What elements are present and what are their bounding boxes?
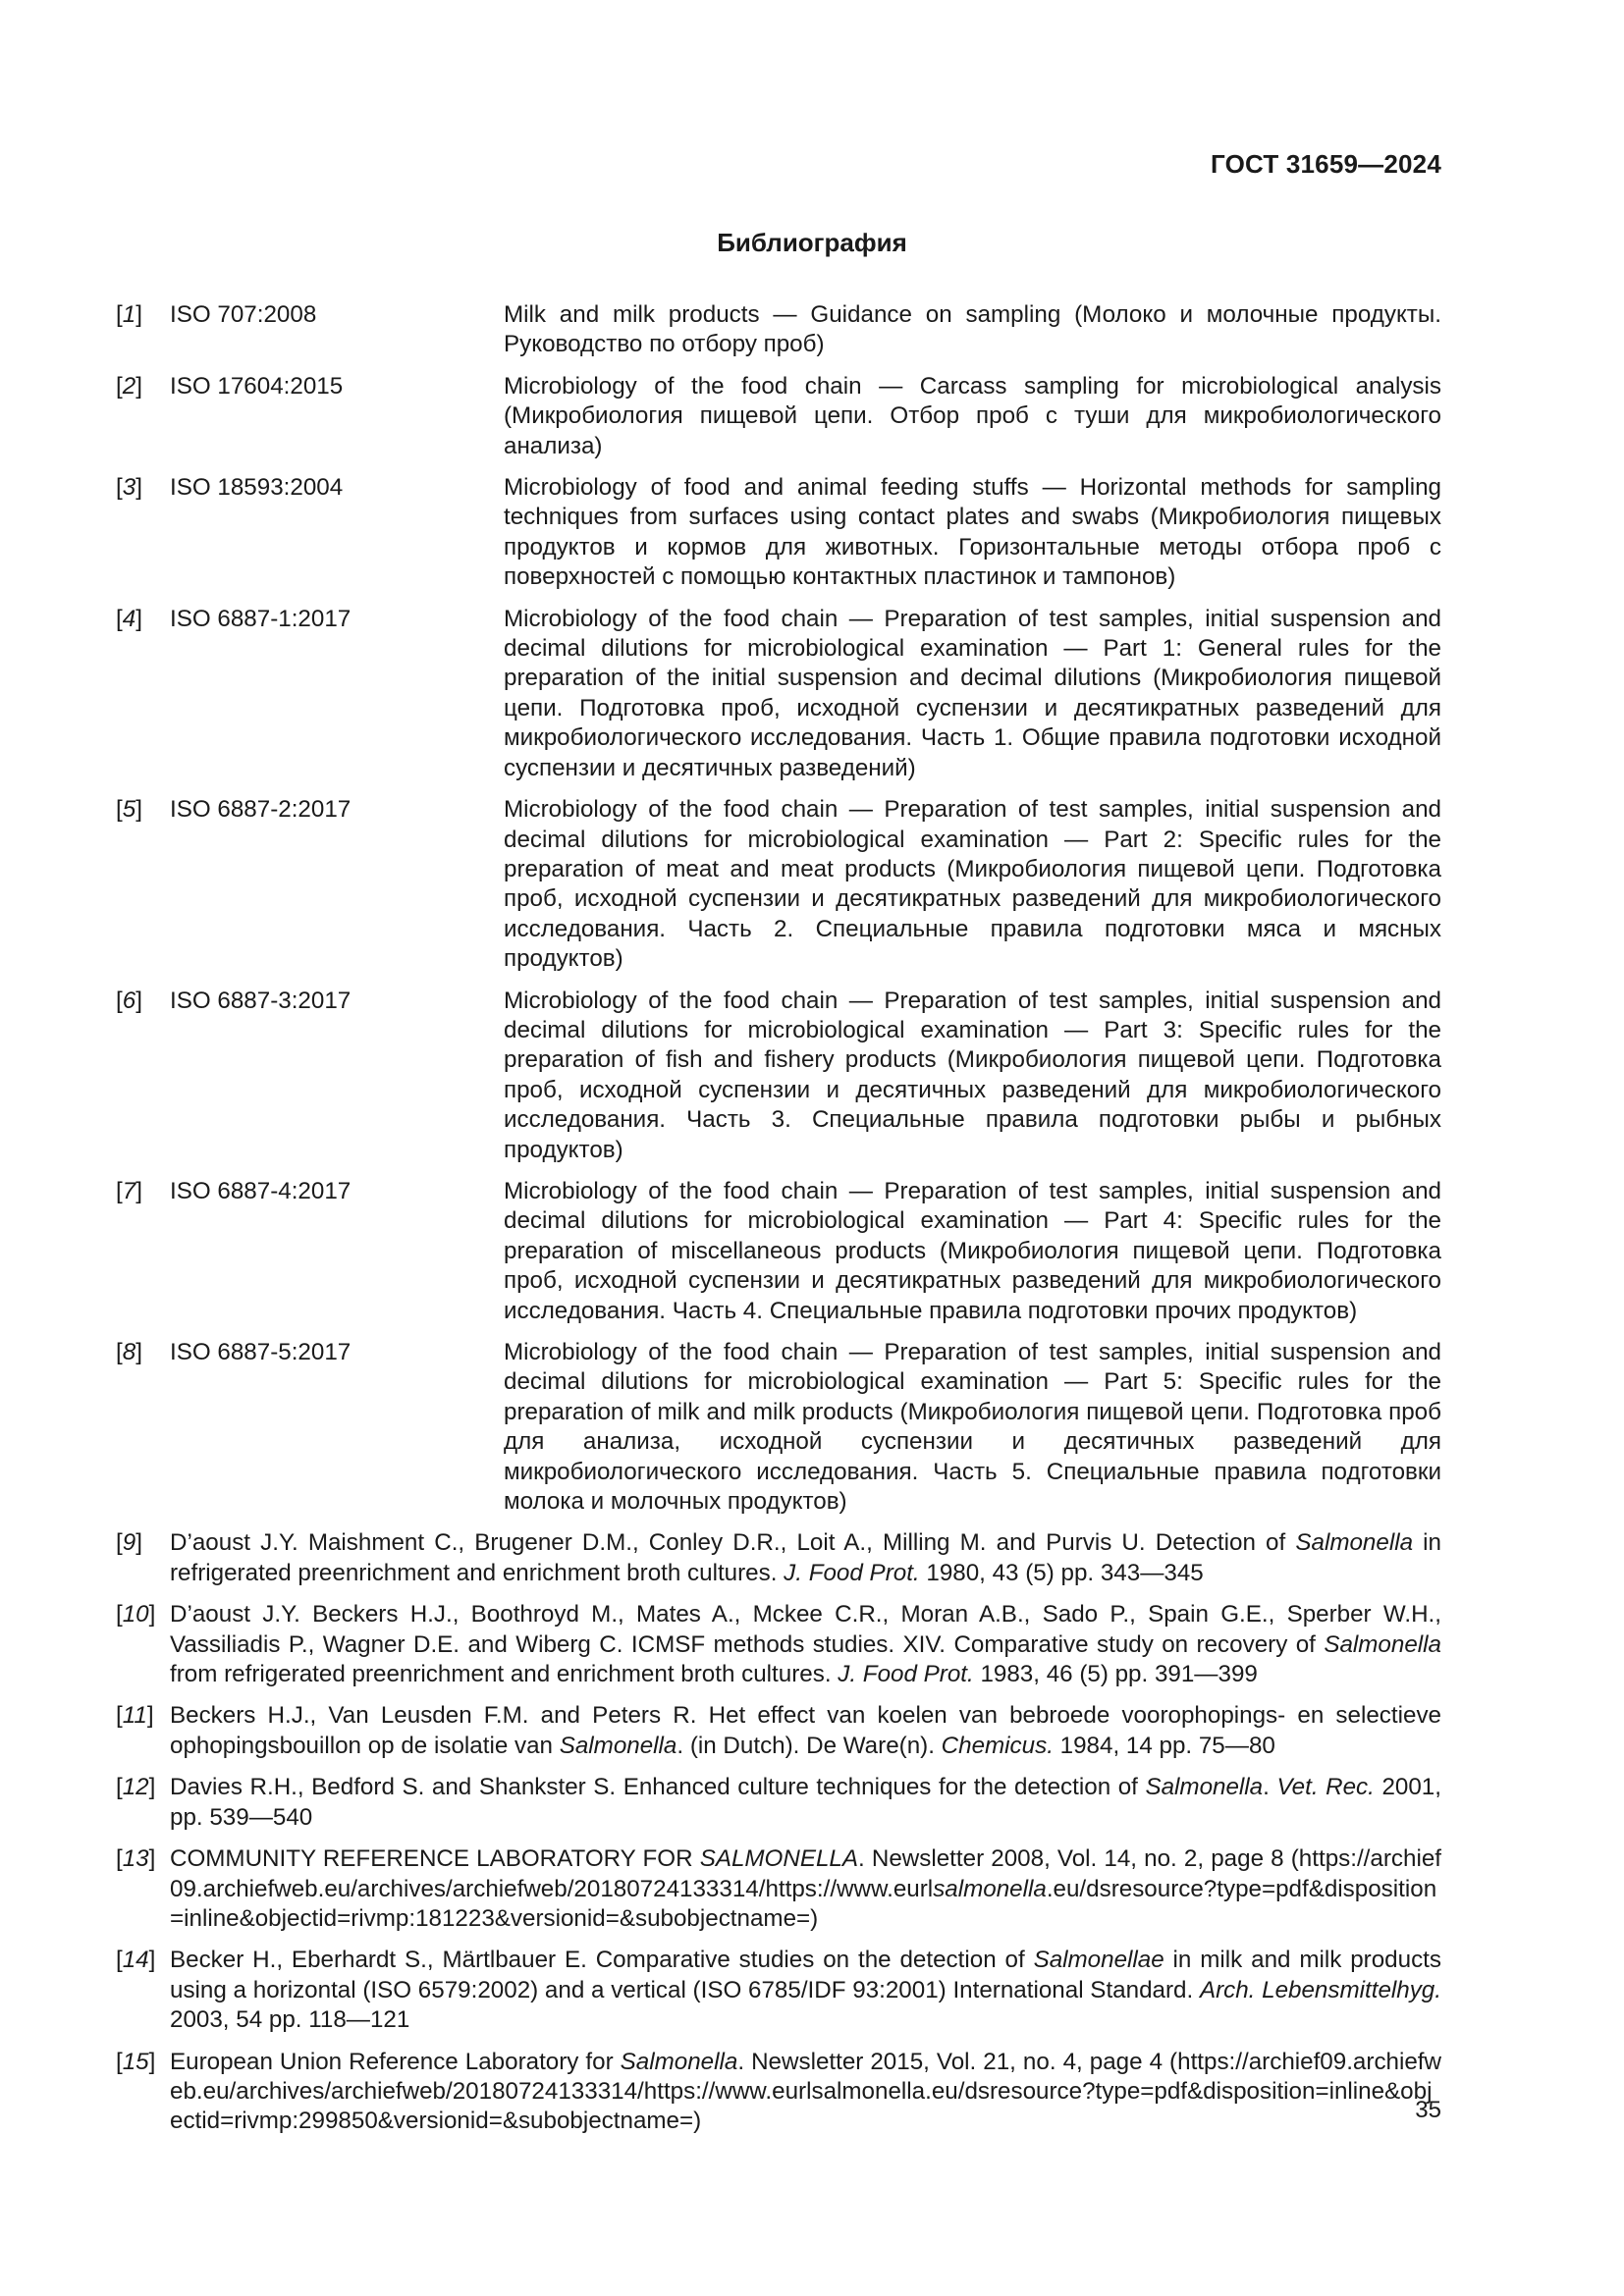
standard-code: ISO 6887-5:2017 <box>170 1339 352 1365</box>
standard-description: Microbiology of the food chain — Preparation of test samples, initial suspension and decimal dilutions for microbiological examination — Part 1: General rules for the preparation of the initial suspension and decimal dilutions (Микробиология пищевой цепи. Подготовка проб, исходной суспензии и десятикратных разведений для микробиологического исследования. Часть 1. Общие правила подготовки исходной суспензии и десятичных разведений) <box>504 605 1441 781</box>
reference-number: [14] <box>116 1947 156 1974</box>
reference-number-value: 9 <box>122 1529 136 1557</box>
reference-number-value: 13 <box>122 1845 149 1873</box>
italic-term: Salmonella <box>1145 1774 1264 1801</box>
reference-number-value: 12 <box>122 1774 149 1801</box>
reference-number-value: 5 <box>122 796 136 824</box>
reference-number-value: 2 <box>122 372 136 400</box>
reference-number-value: 14 <box>122 1947 149 1974</box>
italic-term: Chemicus. <box>941 1732 1054 1759</box>
reference-number: [3] <box>116 474 142 502</box>
standard-code: ISO 707:2008 <box>170 301 317 328</box>
standard-description: Microbiology of the food chain — Preparation of test samples, initial suspension and decimal dilutions for microbiological examination — Part 2: Specific rules for the preparation of meat and meat products (Микробиология пищевой цепи. Подготовка проб, исходной суспензии и десятикратных разведений для микробиологического исследования. Часть 2. Специальные правила подготовки мяса и мясных продуктов) <box>504 796 1441 973</box>
reference-number: [6] <box>116 987 142 1014</box>
citation-text: COMMUNITY REFERENCE LABORATORY FOR SALMONELLA. Newsletter 2008, Vol. 14, no. 2, page 8 (https://archief09.archiefweb.eu/archives/archiefweb/20180724133314/https://www.eurlsalmonella.eu/dsresource?type=pdf&disposition=inline&objectid=rivmp:181223&versionid=&subobjectname=) <box>170 1845 1441 1932</box>
reference-number-value: 11 <box>122 1702 147 1730</box>
reference-number: [13] <box>116 1845 156 1873</box>
reference-number: [10] <box>116 1601 156 1629</box>
reference-number: [2] <box>116 372 142 400</box>
bibliography-entry <box>116 605 1441 783</box>
reference-number-value: 3 <box>122 474 136 502</box>
standard-description: Milk and milk products — Guidance on sampling (Молоко и молочные продукты. Руководство по отбору проб) <box>504 301 1441 358</box>
italic-term: Arch. Lebensmittelhyg. <box>1199 1976 1441 2003</box>
page-title: Библиография <box>717 228 907 257</box>
reference-number: [5] <box>116 796 142 824</box>
italic-term: salmonella <box>933 1875 1047 1902</box>
bibliography-entry <box>116 473 1441 593</box>
italic-term: Salmonella <box>1295 1529 1414 1557</box>
reference-number: [1] <box>116 301 142 328</box>
italic-term: SALMONELLA <box>699 1845 859 1873</box>
standard-code: ISO 6887-2:2017 <box>170 796 352 824</box>
italic-term: J. Food Prot. <box>838 1661 974 1688</box>
reference-number-value: 15 <box>122 2048 149 2075</box>
bibliography-entry <box>116 2048 1441 2137</box>
standard-description: Microbiology of the food chain — Preparation of test samples, initial suspension and decimal dilutions for microbiological examination — Part 5: Specific rules for the preparation of milk and milk products (Микробиология пищевой цепи. Подготовка проб для анализа, исходной суспензии и десятичных разведений для микробиологического исследования. Часть 5. Специальные правила подготовки молока и молочных продуктов) <box>504 1339 1441 1516</box>
bibliography-entry <box>116 1773 1441 1833</box>
bibliography-entry <box>116 795 1441 974</box>
reference-number-value: 7 <box>122 1177 136 1204</box>
standard-description: Microbiology of food and animal feeding stuffs — Horizontal methods for sampling techniques from surfaces using contact plates and swabs (Микробиология пищевых продуктов и кормов для животных. Горизонтальные методы отбора проб с поверхностей с помощью контактных пластинок и тампонов) <box>504 474 1441 591</box>
italic-term: Salmonella <box>620 2048 738 2075</box>
italic-term: Vet. Rec. <box>1276 1774 1375 1801</box>
bibliography-entry <box>116 987 1441 1165</box>
bibliography-list <box>116 300 1441 2149</box>
reference-number-value: 8 <box>122 1339 136 1365</box>
bibliography-entry <box>116 1946 1441 2035</box>
citation-text: Davies R.H., Bedford S. and Shankster S. Enhanced culture techniques for the detection of Salmonella. Vet. Rec. 2001, pp. 539—540 <box>170 1774 1441 1831</box>
reference-number-value: 1 <box>122 301 136 328</box>
reference-number: [4] <box>116 605 142 632</box>
reference-number: [12] <box>116 1774 156 1801</box>
bibliography-entry <box>116 1844 1441 1934</box>
standard-code: ISO 6887-4:2017 <box>170 1177 352 1204</box>
standard-code: ISO 6887-3:2017 <box>170 987 352 1014</box>
reference-number-value: 6 <box>122 987 136 1014</box>
reference-number: [8] <box>116 1339 142 1365</box>
italic-term: J. Food Prot. <box>784 1559 920 1586</box>
bibliography-entry <box>116 1177 1441 1326</box>
reference-number: [15] <box>116 2048 156 2075</box>
standard-code: ISO 18593:2004 <box>170 474 344 502</box>
bibliography-entry <box>116 1701 1441 1761</box>
reference-number: [7] <box>116 1177 142 1204</box>
document-id: ГОСТ 31659—2024 <box>1211 149 1441 179</box>
reference-number: [11] <box>116 1702 154 1730</box>
citation-text: European Union Reference Laboratory for Salmonella. Newsletter 2015, Vol. 21, no. 4, page 4 (https://archief09.archiefweb.eu/archives/archiefweb/20180724133314/https://www.eurlsalmonella.eu/dsresource?type=pdf&disposition=inline&objectid=rivmp:299850&versionid=&subobjectname=) <box>170 2048 1441 2135</box>
bibliography-entry <box>116 300 1441 360</box>
standard-code: ISO 6887-1:2017 <box>170 605 352 632</box>
standard-description: Microbiology of the food chain — Carcass sampling for microbiological analysis (Микробиология пищевой цепи. Отбор проб с туши для микробиологического анализа) <box>504 372 1441 459</box>
standard-code: ISO 17604:2015 <box>170 372 344 400</box>
bibliography-entry <box>116 1338 1441 1517</box>
citation-text: D’aoust J.Y. Beckers H.J., Boothroyd M., Mates A., Mckee C.R., Moran A.B., Sado P., Spain G.E., Sperber W.H., Vassiliadis P., Wagner D.E. and Wiberg C. ICMSF methods studies. XIV. Comparative study on recovery of Salmonella from refrigerated preenrichment and enrichment broth cultures. J. Food Prot. 1983, 46 (5) pp. 391—399 <box>170 1601 1441 1688</box>
bibliography-entry <box>116 1528 1441 1588</box>
bibliography-entry <box>116 372 1441 461</box>
italic-term: Salmonella <box>1324 1630 1441 1658</box>
reference-number-value: 10 <box>122 1601 149 1629</box>
page-number: 35 <box>1415 2097 1441 2123</box>
reference-number-value: 4 <box>122 605 136 632</box>
italic-term: Salmonella <box>559 1732 677 1759</box>
reference-number: [9] <box>116 1529 142 1557</box>
italic-term: Salmonellae <box>1033 1947 1164 1974</box>
standard-description: Microbiology of the food chain — Preparation of test samples, initial suspension and decimal dilutions for microbiological examination — Part 4: Specific rules for the preparation of miscellaneous products (Микробиология пищевой цепи. Подготовка проб, исходной суспензии и десятикратных разведений для микробиологического исследования. Часть 4. Специальные правила подготовки прочих продуктов) <box>504 1177 1441 1324</box>
bibliography-entry <box>116 1600 1441 1689</box>
citation-text: D’aoust J.Y. Maishment C., Brugener D.M., Conley D.R., Loit A., Milling M. and Purvis U. Detection of Salmonella in refrigerated preenrichment and enrichment broth cultures. J. Food Prot. 1980, 43 (5) pp. 343—345 <box>170 1529 1442 1586</box>
standard-description: Microbiology of the food chain — Preparation of test samples, initial suspension and decimal dilutions for microbiological examination — Part 3: Specific rules for the preparation of fish and fishery products (Микробиология пищевой цепи. Подготовка проб, исходной суспензии и десятичных разведений для микробиологического исследования. Часть 3. Специальные правила подготовки рыбы и рыбных продуктов) <box>504 987 1441 1163</box>
citation-text: Beckers H.J., Van Leusden F.M. and Peters R. Het effect van koelen van bebroede voorophopings- en selectieve ophopingsbouillon op de isolatie van Salmonella. (in Dutch). De Ware(n). Chemicus. 1984, 14 pp. 75—80 <box>170 1702 1441 1759</box>
citation-text: Becker H., Eberhardt S., Märtlbauer E. Comparative studies on the detection of Salmonellae in milk and milk products using a horizontal (ISO 6579:2002) and a vertical (ISO 6785/IDF 93:2001) International Standard. Arch. Lebensmittelhyg. 2003, 54 pp. 118—121 <box>170 1947 1441 2034</box>
